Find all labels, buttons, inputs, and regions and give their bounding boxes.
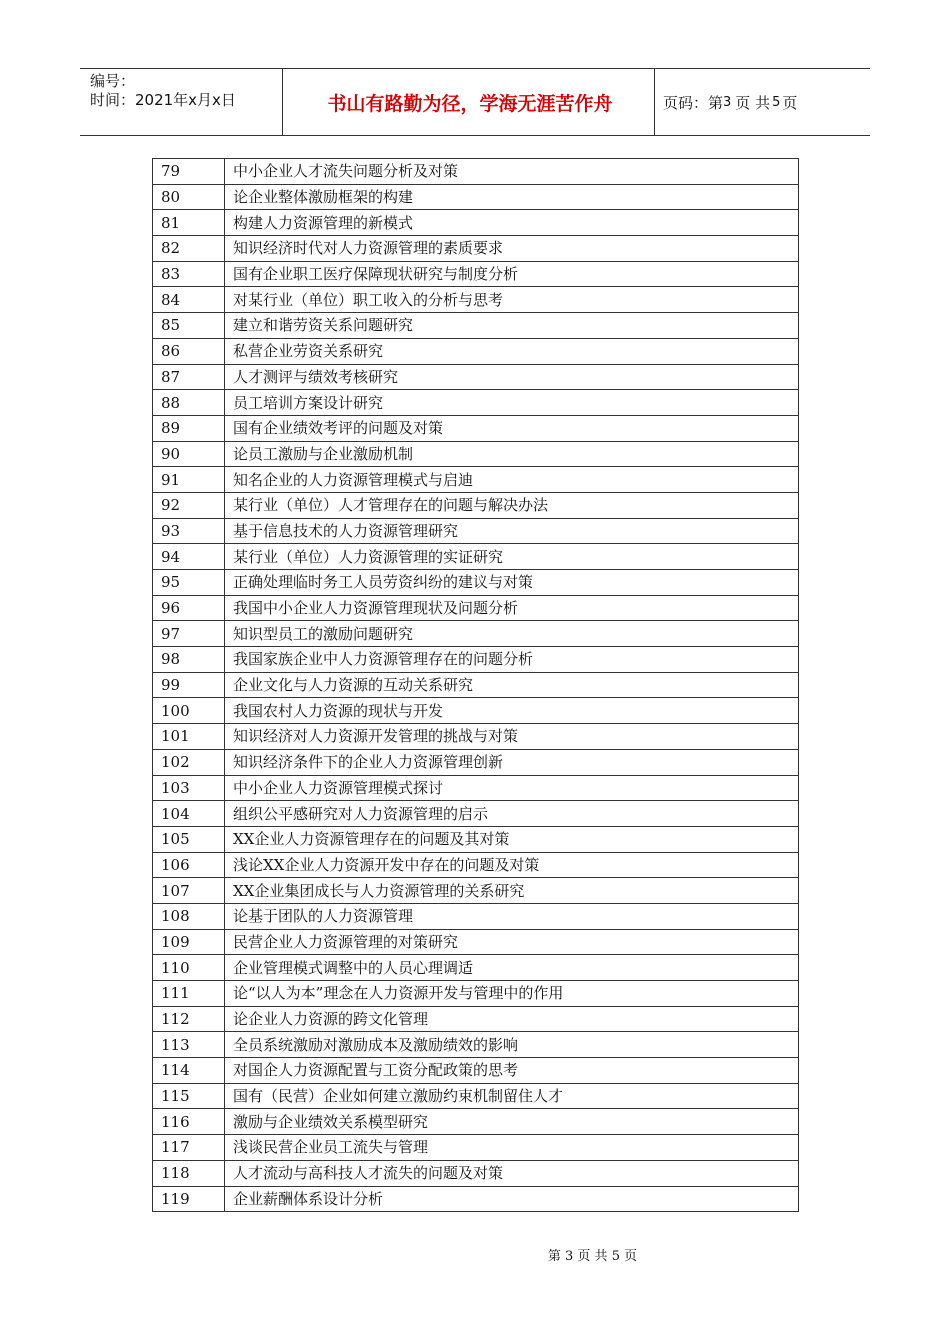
row-number: 108 xyxy=(153,903,225,929)
row-number: 118 xyxy=(153,1160,225,1186)
table-row xyxy=(153,672,799,698)
row-title: 组织公平感研究对人力资源管理的启示 xyxy=(225,801,799,827)
page-mid: 页 共 xyxy=(735,93,771,112)
page-total: 5 xyxy=(772,94,781,110)
row-title: 企业薪酬体系设计分析 xyxy=(225,1186,799,1212)
table-row xyxy=(153,621,799,647)
table-row xyxy=(153,1032,799,1058)
row-number: 106 xyxy=(153,852,225,878)
row-title: 浅论XX企业人力资源开发中存在的问题及对策 xyxy=(225,852,799,878)
row-title: 某行业（单位）人才管理存在的问题与解决办法 xyxy=(225,492,799,518)
table-row xyxy=(153,518,799,544)
time-label: 时间：2021年x月x日 xyxy=(90,91,236,109)
table-row xyxy=(153,390,799,416)
row-title: 对国企人力资源配置与工资分配政策的思考 xyxy=(225,1058,799,1084)
row-number: 116 xyxy=(153,1109,225,1135)
row-title: 论企业整体激励框架的构建 xyxy=(225,184,799,210)
row-title: 员工培训方案设计研究 xyxy=(225,390,799,416)
row-number: 83 xyxy=(153,261,225,287)
row-title: 基于信息技术的人力资源管理研究 xyxy=(225,518,799,544)
table-row xyxy=(153,1135,799,1161)
row-title: 论“以人为本”理念在人力资源开发与管理中的作用 xyxy=(225,981,799,1007)
table-row xyxy=(153,955,799,981)
row-number: 99 xyxy=(153,672,225,698)
table-row xyxy=(153,724,799,750)
row-title: 全员系统激励对激励成本及激励绩效的影响 xyxy=(225,1032,799,1058)
row-title: 激励与企业绩效关系模型研究 xyxy=(225,1109,799,1135)
table-row xyxy=(153,338,799,364)
table-row xyxy=(153,749,799,775)
row-number: 110 xyxy=(153,955,225,981)
page-indicator xyxy=(663,68,797,136)
table-row xyxy=(153,287,799,313)
table-row xyxy=(153,210,799,236)
row-number: 104 xyxy=(153,801,225,827)
row-number: 109 xyxy=(153,929,225,955)
table-row xyxy=(153,929,799,955)
header-divider xyxy=(282,68,283,136)
row-number: 81 xyxy=(153,210,225,236)
row-number: 89 xyxy=(153,415,225,441)
table-row xyxy=(153,801,799,827)
row-title: 企业管理模式调整中的人员心理调适 xyxy=(225,955,799,981)
page-header xyxy=(80,68,870,136)
page-end: 页 xyxy=(782,93,798,112)
row-number: 111 xyxy=(153,981,225,1007)
row-number: 97 xyxy=(153,621,225,647)
topic-table xyxy=(152,158,799,1212)
row-number: 102 xyxy=(153,749,225,775)
table-row xyxy=(153,261,799,287)
row-number: 94 xyxy=(153,544,225,570)
table-row xyxy=(153,441,799,467)
row-number: 101 xyxy=(153,724,225,750)
row-title: 我国中小企业人力资源管理现状及问题分析 xyxy=(225,595,799,621)
row-title: 国有企业职工医疗保障现状研究与制度分析 xyxy=(225,261,799,287)
row-title: 中小企业人才流失问题分析及对策 xyxy=(225,159,799,185)
row-title: 中小企业人力资源管理模式探讨 xyxy=(225,775,799,801)
table-row xyxy=(153,544,799,570)
table-row xyxy=(153,415,799,441)
row-title: XX企业集团成长与人力资源管理的关系研究 xyxy=(225,878,799,904)
row-number: 119 xyxy=(153,1186,225,1212)
row-title: 知识经济对人力资源开发管理的挑战与对策 xyxy=(225,724,799,750)
table-row xyxy=(153,1083,799,1109)
row-number: 90 xyxy=(153,441,225,467)
table-row xyxy=(153,1006,799,1032)
row-title: 民营企业人力资源管理的对策研究 xyxy=(225,929,799,955)
row-title: 对某行业（单位）职工收入的分析与思考 xyxy=(225,287,799,313)
table-row xyxy=(153,492,799,518)
table-row xyxy=(153,467,799,493)
row-number: 117 xyxy=(153,1135,225,1161)
table-row xyxy=(153,1186,799,1212)
row-number: 115 xyxy=(153,1083,225,1109)
row-title: 论员工激励与企业激励机制 xyxy=(225,441,799,467)
row-number: 87 xyxy=(153,364,225,390)
row-title: 知识经济时代对人力资源管理的素质要求 xyxy=(225,236,799,262)
row-title: 人才流动与高科技人才流失的问题及对策 xyxy=(225,1160,799,1186)
row-number: 103 xyxy=(153,775,225,801)
table-row xyxy=(153,313,799,339)
row-title: 国有企业绩效考评的问题及对策 xyxy=(225,415,799,441)
row-number: 79 xyxy=(153,159,225,185)
row-title: 人才测评与绩效考核研究 xyxy=(225,364,799,390)
row-title: XX企业人力资源管理存在的问题及其对策 xyxy=(225,826,799,852)
row-number: 93 xyxy=(153,518,225,544)
row-title: 构建人力资源管理的新模式 xyxy=(225,210,799,236)
row-title: 国有（民营）企业如何建立激励约束机制留住人才 xyxy=(225,1083,799,1109)
row-number: 114 xyxy=(153,1058,225,1084)
row-title: 浅谈民营企业员工流失与管理 xyxy=(225,1135,799,1161)
motto: 书山有路勤为径，学海无涯苦作舟 xyxy=(327,92,613,115)
row-number: 86 xyxy=(153,338,225,364)
number-label: 编号： xyxy=(90,72,136,90)
table-row xyxy=(153,826,799,852)
row-title: 我国家族企业中人力资源管理存在的问题分析 xyxy=(225,647,799,673)
page-label: 页码：第 xyxy=(663,93,724,112)
row-number: 98 xyxy=(153,647,225,673)
table-row xyxy=(153,981,799,1007)
table-row xyxy=(153,364,799,390)
row-title: 企业文化与人力资源的互动关系研究 xyxy=(225,672,799,698)
row-title: 我国农村人力资源的现状与开发 xyxy=(225,698,799,724)
table-row xyxy=(153,236,799,262)
row-number: 100 xyxy=(153,698,225,724)
row-number: 85 xyxy=(153,313,225,339)
table-row xyxy=(153,775,799,801)
table-row xyxy=(153,852,799,878)
row-number: 105 xyxy=(153,826,225,852)
row-title: 正确处理临时务工人员劳资纠纷的建议与对策 xyxy=(225,570,799,596)
row-number: 95 xyxy=(153,570,225,596)
table-row xyxy=(153,698,799,724)
table-row xyxy=(153,595,799,621)
row-number: 84 xyxy=(153,287,225,313)
topic-table-body xyxy=(153,159,799,1212)
row-number: 88 xyxy=(153,390,225,416)
table-row xyxy=(153,1160,799,1186)
row-title: 知识经济条件下的企业人力资源管理创新 xyxy=(225,749,799,775)
row-title: 私营企业劳资关系研究 xyxy=(225,338,799,364)
page-footer: 第 3 页 共 5 页 xyxy=(547,1249,638,1264)
table-row xyxy=(153,570,799,596)
row-number: 112 xyxy=(153,1006,225,1032)
table-row xyxy=(153,1058,799,1084)
row-title: 论企业人力资源的跨文化管理 xyxy=(225,1006,799,1032)
table-row xyxy=(153,1109,799,1135)
table-row xyxy=(153,647,799,673)
table-row xyxy=(153,159,799,185)
row-number: 80 xyxy=(153,184,225,210)
row-title: 知名企业的人力资源管理模式与启迪 xyxy=(225,467,799,493)
header-meta xyxy=(90,72,280,110)
row-number: 91 xyxy=(153,467,225,493)
table-row xyxy=(153,184,799,210)
row-number: 92 xyxy=(153,492,225,518)
table-row xyxy=(153,878,799,904)
table-row xyxy=(153,903,799,929)
row-title: 知识型员工的激励问题研究 xyxy=(225,621,799,647)
row-number: 113 xyxy=(153,1032,225,1058)
row-number: 96 xyxy=(153,595,225,621)
row-number: 82 xyxy=(153,236,225,262)
page-current: 3 xyxy=(723,94,732,110)
row-number: 107 xyxy=(153,878,225,904)
row-title: 某行业（单位）人力资源管理的实证研究 xyxy=(225,544,799,570)
row-title: 建立和谐劳资关系问题研究 xyxy=(225,313,799,339)
row-title: 论基于团队的人力资源管理 xyxy=(225,903,799,929)
